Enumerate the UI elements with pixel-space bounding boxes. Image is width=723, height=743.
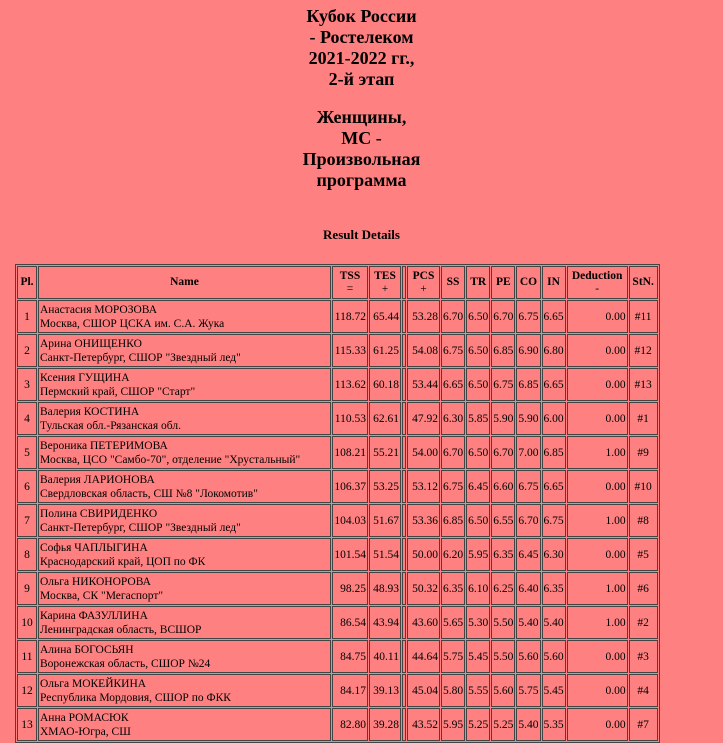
skater-club: Москва, СК "Мегаспорт" bbox=[40, 589, 164, 602]
name-cell bbox=[38, 402, 331, 435]
pe-cell: 6.25 bbox=[491, 572, 515, 605]
start-number-cell: #12 bbox=[629, 334, 658, 367]
pcs-cell: 53.36 bbox=[407, 504, 440, 537]
tes-cell: 65.44 bbox=[369, 300, 401, 333]
place-cell: 4 bbox=[17, 402, 37, 435]
start-number-cell: #13 bbox=[629, 368, 658, 401]
pcs-cell: 43.60 bbox=[407, 606, 440, 639]
table-row bbox=[17, 368, 658, 401]
deduction-cell: 0.00 bbox=[567, 674, 628, 707]
table-row bbox=[17, 538, 658, 571]
skater-club: Республика Мордовия, СШОР по ФКК bbox=[40, 691, 231, 704]
co-cell: 7.00 bbox=[516, 436, 540, 469]
table-row bbox=[17, 606, 658, 639]
header-deduction-label: Deduction bbox=[571, 269, 623, 282]
tr-cell: 6.50 bbox=[466, 368, 490, 401]
place-cell: 10 bbox=[17, 606, 37, 639]
pe-cell: 6.60 bbox=[491, 470, 515, 503]
skater-club: Краснодарский край, ЦОП по ФК bbox=[40, 555, 206, 568]
pcs-cell: 54.08 bbox=[407, 334, 440, 367]
table-row bbox=[17, 470, 658, 503]
table-row bbox=[17, 300, 658, 333]
place-cell: 7 bbox=[17, 504, 37, 537]
tss-cell: 110.53 bbox=[332, 402, 368, 435]
header-in: IN bbox=[542, 266, 566, 299]
tss-cell: 115.33 bbox=[332, 334, 368, 367]
header-gap bbox=[402, 266, 406, 299]
table-row bbox=[17, 436, 658, 469]
header-tes-label: TES bbox=[374, 269, 396, 282]
skater-name: Софья ЧАПЛЫГИНА bbox=[40, 541, 148, 554]
deduction-cell: 0.00 bbox=[567, 708, 628, 741]
name-cell bbox=[38, 606, 331, 639]
header-pcs-label: PCS bbox=[412, 269, 435, 282]
gap-cell bbox=[402, 300, 406, 333]
start-number-cell: #8 bbox=[629, 504, 658, 537]
place-cell: 8 bbox=[17, 538, 37, 571]
header-co: CO bbox=[516, 266, 540, 299]
gap-cell bbox=[402, 674, 406, 707]
tss-cell: 84.75 bbox=[332, 640, 368, 673]
place-cell: 9 bbox=[17, 572, 37, 605]
place-cell: 6 bbox=[17, 470, 37, 503]
tss-cell: 84.17 bbox=[332, 674, 368, 707]
ss-cell: 6.30 bbox=[441, 402, 465, 435]
in-cell: 6.65 bbox=[542, 470, 566, 503]
tss-cell: 82.80 bbox=[332, 708, 368, 741]
pe-cell: 5.25 bbox=[491, 708, 515, 741]
gap-cell bbox=[402, 368, 406, 401]
pe-cell: 6.70 bbox=[491, 300, 515, 333]
in-cell: 6.85 bbox=[542, 436, 566, 469]
pcs-cell: 50.32 bbox=[407, 572, 440, 605]
tes-cell: 51.67 bbox=[369, 504, 401, 537]
header-pcs-operator: + bbox=[420, 282, 427, 295]
in-cell: 6.65 bbox=[542, 300, 566, 333]
tr-cell: 5.45 bbox=[466, 640, 490, 673]
tes-cell: 62.61 bbox=[369, 402, 401, 435]
table-row bbox=[17, 504, 658, 537]
deduction-cell: 1.00 bbox=[567, 504, 628, 537]
tss-cell: 98.25 bbox=[332, 572, 368, 605]
pcs-cell: 50.00 bbox=[407, 538, 440, 571]
tr-cell: 6.50 bbox=[466, 504, 490, 537]
event-title-line: 2021-2022 гг., bbox=[308, 48, 415, 68]
ss-cell: 6.75 bbox=[441, 334, 465, 367]
tes-cell: 48.93 bbox=[369, 572, 401, 605]
event-title-line: - Ростелеком bbox=[309, 27, 414, 47]
header-tes-operator: + bbox=[381, 282, 389, 295]
event-title-line: Кубок России bbox=[306, 6, 417, 26]
skater-name: Анастасия МОРОЗОВА bbox=[40, 303, 158, 316]
header-pcs bbox=[407, 266, 440, 299]
ss-cell: 5.75 bbox=[441, 640, 465, 673]
ss-cell: 6.70 bbox=[441, 300, 465, 333]
co-cell: 5.40 bbox=[516, 708, 540, 741]
tes-cell: 39.13 bbox=[369, 674, 401, 707]
ss-cell: 5.95 bbox=[441, 708, 465, 741]
pe-cell: 5.60 bbox=[491, 674, 515, 707]
skater-name: Вероника ПЕТЕРИМОВА bbox=[40, 439, 168, 452]
skater-name: Валерия КОСТИНА bbox=[40, 405, 140, 418]
deduction-cell: 1.00 bbox=[567, 436, 628, 469]
pe-cell: 6.70 bbox=[491, 436, 515, 469]
name-cell bbox=[38, 674, 331, 707]
ss-cell: 5.65 bbox=[441, 606, 465, 639]
in-cell: 5.60 bbox=[542, 640, 566, 673]
gap-cell bbox=[402, 538, 406, 571]
tss-cell: 104.03 bbox=[332, 504, 368, 537]
co-cell: 6.70 bbox=[516, 504, 540, 537]
place-cell: 13 bbox=[17, 708, 37, 741]
in-cell: 6.35 bbox=[542, 572, 566, 605]
pcs-cell: 53.12 bbox=[407, 470, 440, 503]
place-cell: 3 bbox=[17, 368, 37, 401]
pcs-cell: 54.00 bbox=[407, 436, 440, 469]
ss-cell: 6.20 bbox=[441, 538, 465, 571]
deduction-cell: 0.00 bbox=[567, 640, 628, 673]
deduction-cell: 0.00 bbox=[567, 470, 628, 503]
header-tss-operator: = bbox=[346, 282, 354, 295]
gap-cell bbox=[402, 402, 406, 435]
pcs-cell: 47.92 bbox=[407, 402, 440, 435]
name-cell bbox=[38, 504, 331, 537]
co-cell: 6.85 bbox=[516, 368, 540, 401]
start-number-cell: #2 bbox=[629, 606, 658, 639]
name-cell bbox=[38, 300, 331, 333]
skater-name: Арина ОНИЩЕНКО bbox=[40, 337, 142, 350]
skater-club: Тульская обл.-Рязанская обл. bbox=[40, 419, 181, 432]
name-cell bbox=[38, 334, 331, 367]
in-cell: 5.40 bbox=[542, 606, 566, 639]
tes-cell: 43.94 bbox=[369, 606, 401, 639]
co-cell: 6.90 bbox=[516, 334, 540, 367]
result-details-heading: Result Details bbox=[323, 227, 400, 242]
category-title-line: Женщины, bbox=[316, 107, 407, 127]
pe-cell: 5.50 bbox=[491, 606, 515, 639]
place-cell: 5 bbox=[17, 436, 37, 469]
ss-cell: 6.35 bbox=[441, 572, 465, 605]
start-number-cell: #3 bbox=[629, 640, 658, 673]
gap-cell bbox=[402, 606, 406, 639]
tes-cell: 40.11 bbox=[369, 640, 401, 673]
gap-cell bbox=[402, 334, 406, 367]
tr-cell: 6.10 bbox=[466, 572, 490, 605]
skater-name: Алина БОГОСЬЯН bbox=[40, 643, 134, 656]
gap-cell bbox=[402, 504, 406, 537]
ss-cell: 6.65 bbox=[441, 368, 465, 401]
table-row bbox=[17, 708, 658, 741]
tss-cell: 106.37 bbox=[332, 470, 368, 503]
name-cell bbox=[38, 640, 331, 673]
deduction-cell: 1.00 bbox=[567, 572, 628, 605]
skater-club: Свердловская область, СШ №8 "Локомотив" bbox=[40, 487, 258, 500]
pe-cell: 5.50 bbox=[491, 640, 515, 673]
tss-cell: 113.62 bbox=[332, 368, 368, 401]
in-cell: 6.80 bbox=[542, 334, 566, 367]
pcs-cell: 44.64 bbox=[407, 640, 440, 673]
start-number-cell: #10 bbox=[629, 470, 658, 503]
tss-cell: 118.72 bbox=[332, 300, 368, 333]
deduction-cell: 0.00 bbox=[567, 368, 628, 401]
category-title-line: МС - bbox=[341, 128, 382, 148]
pe-cell: 5.90 bbox=[491, 402, 515, 435]
skater-club: ХМАО-Югра, СШ bbox=[40, 725, 131, 738]
ss-cell: 5.80 bbox=[441, 674, 465, 707]
pe-cell: 6.85 bbox=[491, 334, 515, 367]
category-title-line: программа bbox=[316, 170, 407, 190]
skater-club: Москва, ЦСО "Самбо-70", отделение "Хрустальный" bbox=[40, 453, 301, 466]
event-title bbox=[0, 6, 723, 90]
pcs-cell: 53.44 bbox=[407, 368, 440, 401]
header-tss bbox=[332, 266, 368, 299]
table-row bbox=[17, 674, 658, 707]
table-row bbox=[17, 572, 658, 605]
pe-cell: 6.75 bbox=[491, 368, 515, 401]
pe-cell: 6.35 bbox=[491, 538, 515, 571]
name-cell bbox=[38, 470, 331, 503]
start-number-cell: #4 bbox=[629, 674, 658, 707]
co-cell: 5.75 bbox=[516, 674, 540, 707]
in-cell: 6.30 bbox=[542, 538, 566, 571]
tes-cell: 60.18 bbox=[369, 368, 401, 401]
header-tes bbox=[369, 266, 401, 299]
ss-cell: 6.85 bbox=[441, 504, 465, 537]
in-cell: 6.00 bbox=[542, 402, 566, 435]
skater-club: Ленинградская область, ВСШОР bbox=[40, 623, 202, 636]
tr-cell: 6.50 bbox=[466, 436, 490, 469]
table-row bbox=[17, 402, 658, 435]
category-title bbox=[0, 107, 723, 191]
gap-cell bbox=[402, 436, 406, 469]
deduction-cell: 0.00 bbox=[567, 300, 628, 333]
tr-cell: 5.85 bbox=[466, 402, 490, 435]
name-cell bbox=[38, 708, 331, 741]
tes-cell: 39.28 bbox=[369, 708, 401, 741]
header-deduction bbox=[567, 266, 628, 299]
header-tss-label: TSS bbox=[339, 269, 361, 282]
table-row bbox=[17, 640, 658, 673]
tes-cell: 61.25 bbox=[369, 334, 401, 367]
co-cell: 5.40 bbox=[516, 606, 540, 639]
skater-name: Ольга МОКЕЙКИНА bbox=[40, 677, 147, 690]
co-cell: 6.40 bbox=[516, 572, 540, 605]
results-table bbox=[15, 264, 660, 743]
place-cell: 1 bbox=[17, 300, 37, 333]
tss-cell: 86.54 bbox=[332, 606, 368, 639]
skater-club: Москва, СШОР ЦСКА им. С.А. Жука bbox=[40, 317, 225, 330]
place-cell: 11 bbox=[17, 640, 37, 673]
skater-club: Санкт-Петербург, СШОР "Звездный лед" bbox=[40, 521, 241, 534]
name-cell bbox=[38, 368, 331, 401]
co-cell: 5.60 bbox=[516, 640, 540, 673]
start-number-cell: #7 bbox=[629, 708, 658, 741]
deduction-cell: 0.00 bbox=[567, 334, 628, 367]
skater-club: Пермский край, СШОР "Старт" bbox=[40, 385, 196, 398]
tes-cell: 53.25 bbox=[369, 470, 401, 503]
gap-cell bbox=[402, 470, 406, 503]
deduction-cell: 0.00 bbox=[567, 402, 628, 435]
results-header-row bbox=[17, 266, 658, 299]
skater-name: Полина СВИРИДЕНКО bbox=[40, 507, 158, 520]
name-cell bbox=[38, 436, 331, 469]
tss-cell: 108.21 bbox=[332, 436, 368, 469]
skater-club: Санкт-Петербург, СШОР "Звездный лед" bbox=[40, 351, 241, 364]
table-row bbox=[17, 334, 658, 367]
gap-cell bbox=[402, 640, 406, 673]
gap-cell bbox=[402, 572, 406, 605]
name-cell bbox=[38, 572, 331, 605]
header-name: Name bbox=[38, 266, 331, 299]
header-tr: TR bbox=[466, 266, 490, 299]
place-cell: 12 bbox=[17, 674, 37, 707]
page bbox=[0, 6, 723, 738]
start-number-cell: #1 bbox=[629, 402, 658, 435]
in-cell: 5.35 bbox=[542, 708, 566, 741]
skater-name: Анна РОМАСЮК bbox=[40, 711, 129, 724]
header-pe: PE bbox=[491, 266, 515, 299]
tes-cell: 51.54 bbox=[369, 538, 401, 571]
tr-cell: 5.95 bbox=[466, 538, 490, 571]
start-number-cell: #9 bbox=[629, 436, 658, 469]
deduction-cell: 1.00 bbox=[567, 606, 628, 639]
skater-club: Воронежская область, СШОР №24 bbox=[40, 657, 211, 670]
skater-name: Ольга НИКОНОРОВА bbox=[40, 575, 151, 588]
co-cell: 5.90 bbox=[516, 402, 540, 435]
tr-cell: 6.45 bbox=[466, 470, 490, 503]
in-cell: 6.65 bbox=[542, 368, 566, 401]
pe-cell: 6.55 bbox=[491, 504, 515, 537]
tr-cell: 5.25 bbox=[466, 708, 490, 741]
pcs-cell: 53.28 bbox=[407, 300, 440, 333]
tr-cell: 5.30 bbox=[466, 606, 490, 639]
category-title-line: Произвольная bbox=[302, 149, 421, 169]
in-cell: 5.45 bbox=[542, 674, 566, 707]
tes-cell: 55.21 bbox=[369, 436, 401, 469]
tr-cell: 6.50 bbox=[466, 334, 490, 367]
header-start-number: StN. bbox=[629, 266, 658, 299]
start-number-cell: #5 bbox=[629, 538, 658, 571]
place-cell: 2 bbox=[17, 334, 37, 367]
co-cell: 6.75 bbox=[516, 300, 540, 333]
header-deduction-operator: - bbox=[595, 282, 600, 295]
pcs-cell: 43.52 bbox=[407, 708, 440, 741]
header-place: Pl. bbox=[17, 266, 37, 299]
ss-cell: 6.75 bbox=[441, 470, 465, 503]
tss-cell: 101.54 bbox=[332, 538, 368, 571]
skater-name: Ксения ГУЩИНА bbox=[40, 371, 130, 384]
gap-cell bbox=[402, 708, 406, 741]
skater-name: Валерия ЛАРИОНОВА bbox=[40, 473, 155, 486]
header-ss: SS bbox=[441, 266, 465, 299]
co-cell: 6.75 bbox=[516, 470, 540, 503]
start-number-cell: #11 bbox=[629, 300, 658, 333]
event-title-line: 2-й этап bbox=[328, 69, 395, 89]
tr-cell: 6.50 bbox=[466, 300, 490, 333]
ss-cell: 6.70 bbox=[441, 436, 465, 469]
pcs-cell: 45.04 bbox=[407, 674, 440, 707]
results-body bbox=[17, 300, 658, 741]
tr-cell: 5.55 bbox=[466, 674, 490, 707]
skater-name: Карина ФАЗУЛЛИНА bbox=[40, 609, 148, 622]
in-cell: 6.75 bbox=[542, 504, 566, 537]
deduction-cell: 0.00 bbox=[567, 538, 628, 571]
name-cell bbox=[38, 538, 331, 571]
co-cell: 6.45 bbox=[516, 538, 540, 571]
start-number-cell: #6 bbox=[629, 572, 658, 605]
